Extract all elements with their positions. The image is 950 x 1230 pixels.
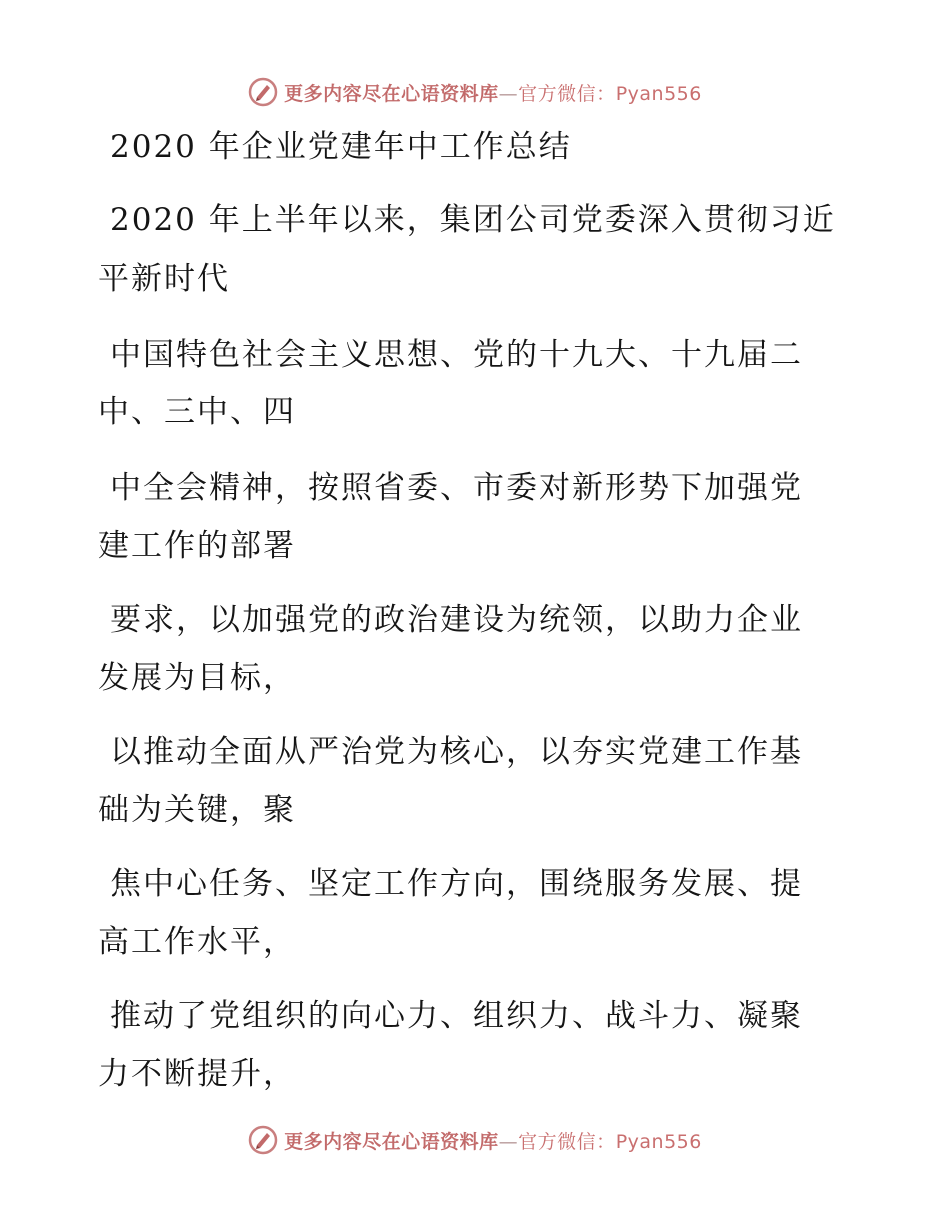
watermark-wechat-id: Pyan556: [615, 1130, 702, 1153]
paragraph-line: 推动了党组织的向心力、组织力、战斗力、凝聚: [110, 998, 803, 1034]
watermark-site: 更多内容尽在心语资料库: [284, 82, 499, 105]
paragraph-line: 中全会精神，按照省委、市委对新形势下加强党: [110, 470, 803, 506]
watermark-wechat-id: Pyan556: [615, 82, 702, 105]
paragraph-line: 础为关键，聚: [98, 792, 296, 828]
pen-circle-logo-icon: [248, 1125, 278, 1155]
paragraph-line: 平新时代: [98, 261, 230, 297]
paragraph-line: 发展为目标，: [98, 660, 296, 696]
watermark-wechat-label: 官方微信：: [518, 1130, 616, 1153]
paragraph-line: 力不断提升，: [98, 1056, 296, 1092]
paragraph-line: 中、三中、四: [98, 394, 296, 430]
paragraph-line: 焦中心任务、坚定工作方向，围绕服务发展、提: [110, 866, 803, 902]
paragraph-line: 高工作水平，: [98, 924, 296, 960]
paragraph-line: 以推动全面从严治党为核心，以夯实党建工作基: [110, 734, 803, 770]
watermark-wechat-label: 官方微信：: [518, 82, 616, 105]
watermark-text: [284, 1127, 702, 1154]
watermark-separator: —: [498, 82, 519, 105]
paragraph-line: 要求，以加强党的政治建设为统领，以助力企业: [110, 602, 803, 638]
paragraph-line: 中国特色社会主义思想、党的十九大、十九届二: [110, 337, 803, 373]
watermark-banner-bottom: [0, 1120, 950, 1160]
paragraph-line: 2020 年上半年以来，集团公司党委深入贯彻习近: [110, 202, 836, 238]
watermark-separator: —: [498, 1130, 519, 1153]
watermark-site: 更多内容尽在心语资料库: [284, 1130, 499, 1153]
paragraph-line: 建工作的部署: [98, 528, 296, 564]
document-title: 2020 年企业党建年中工作总结: [110, 129, 572, 165]
